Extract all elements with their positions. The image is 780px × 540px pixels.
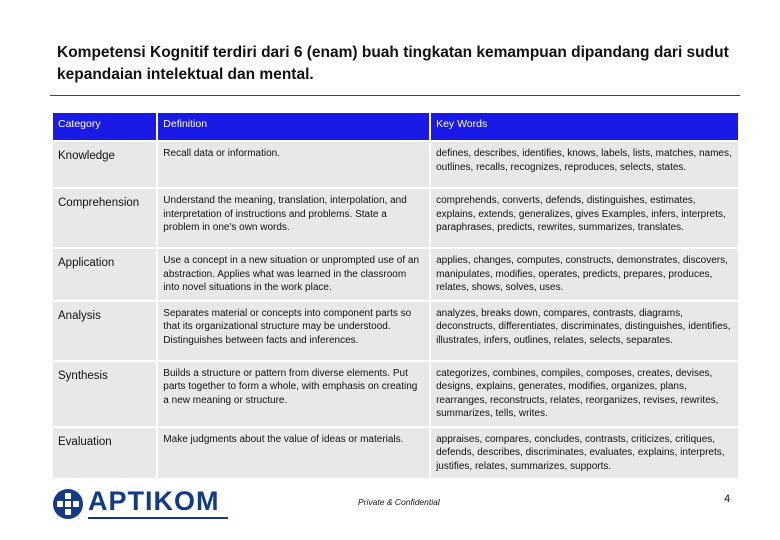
row-category: Synthesis (53, 362, 156, 426)
row-keywords: applies, changes, computes, constructs, demonstrates, discovers, manipulates, modifies, operates, predicts, prepares, produces, relates, shows, solves, uses. (431, 249, 738, 300)
confidential-note: Private & Confidential (358, 497, 440, 507)
row-definition: Understand the meaning, translation, interpolation, and interpretation of instructions and problems. State a problem in one's own words. (158, 189, 429, 247)
table-header-row (53, 113, 738, 140)
slide-title: Kompetensi Kognitif terdiri dari 6 (enam) buah tingkatan kemampuan dipandang dari sudut kepandaian intelektual dan mental. (57, 44, 729, 83)
table-row (53, 189, 738, 247)
row-keywords: analyzes, breaks down, compares, contrasts, diagrams, deconstructs, differentiates, discriminates, distinguishes, identifies, illustrates, infers, outlines, relates, selects, separates. (431, 302, 738, 360)
row-keywords: categorizes, combines, compiles, composes, creates, devises, designs, explains, generates, modifies, organizes, plans, rearranges, reconstructs, relates, reorganizes, revises, rewrites, summarizes, tells, writes. (431, 362, 738, 426)
table-row (53, 428, 738, 479)
row-category: Evaluation (53, 428, 156, 479)
cognitive-table (51, 111, 740, 480)
row-category: Knowledge (53, 142, 156, 187)
table-row (53, 249, 738, 300)
header-definition: Definition (158, 113, 429, 140)
title-divider (50, 95, 740, 96)
aptikom-logo-icon (52, 488, 84, 520)
row-keywords: appraises, compares, concludes, contrasts, criticizes, critiques, defends, describes, discriminates, evaluates, explains, interprets, justifies, relates, summarizes, supports. (431, 428, 738, 479)
row-category: Comprehension (53, 189, 156, 247)
row-definition: Recall data or information. (158, 142, 429, 187)
row-definition: Builds a structure or pattern from diverse elements. Put parts together to form a whole, with emphasis on creating a new meaning or structure. (158, 362, 429, 426)
logo-underline (88, 517, 228, 519)
header-keywords: Key Words (431, 113, 738, 140)
row-keywords: defines, describes, identifies, knows, labels, lists, matches, names, outlines, recalls, recognizes, reproduces, selects, states. (431, 142, 738, 187)
row-definition: Separates material or concepts into component parts so that its organizational structure may be understood. Distinguishes between facts and inferences. (158, 302, 429, 360)
header-category: Category (53, 113, 156, 140)
row-definition: Make judgments about the value of ideas or materials. (158, 428, 429, 479)
row-definition: Use a concept in a new situation or unprompted use of an abstraction. Applies what was learned in the classroom into novel situations in the work place. (158, 249, 429, 300)
row-category: Application (53, 249, 156, 300)
logo-text: APTIKOM (88, 486, 220, 516)
table-row (53, 142, 738, 187)
row-keywords: comprehends, converts, defends, distinguishes, estimates, explains, extends, generalizes, gives Examples, infers, interprets, paraphrases, predicts, rewrites, summarizes, translates. (431, 189, 738, 247)
row-category: Analysis (53, 302, 156, 360)
table-row (53, 362, 738, 426)
table-row (53, 302, 738, 360)
page-number: 4 (724, 493, 731, 505)
